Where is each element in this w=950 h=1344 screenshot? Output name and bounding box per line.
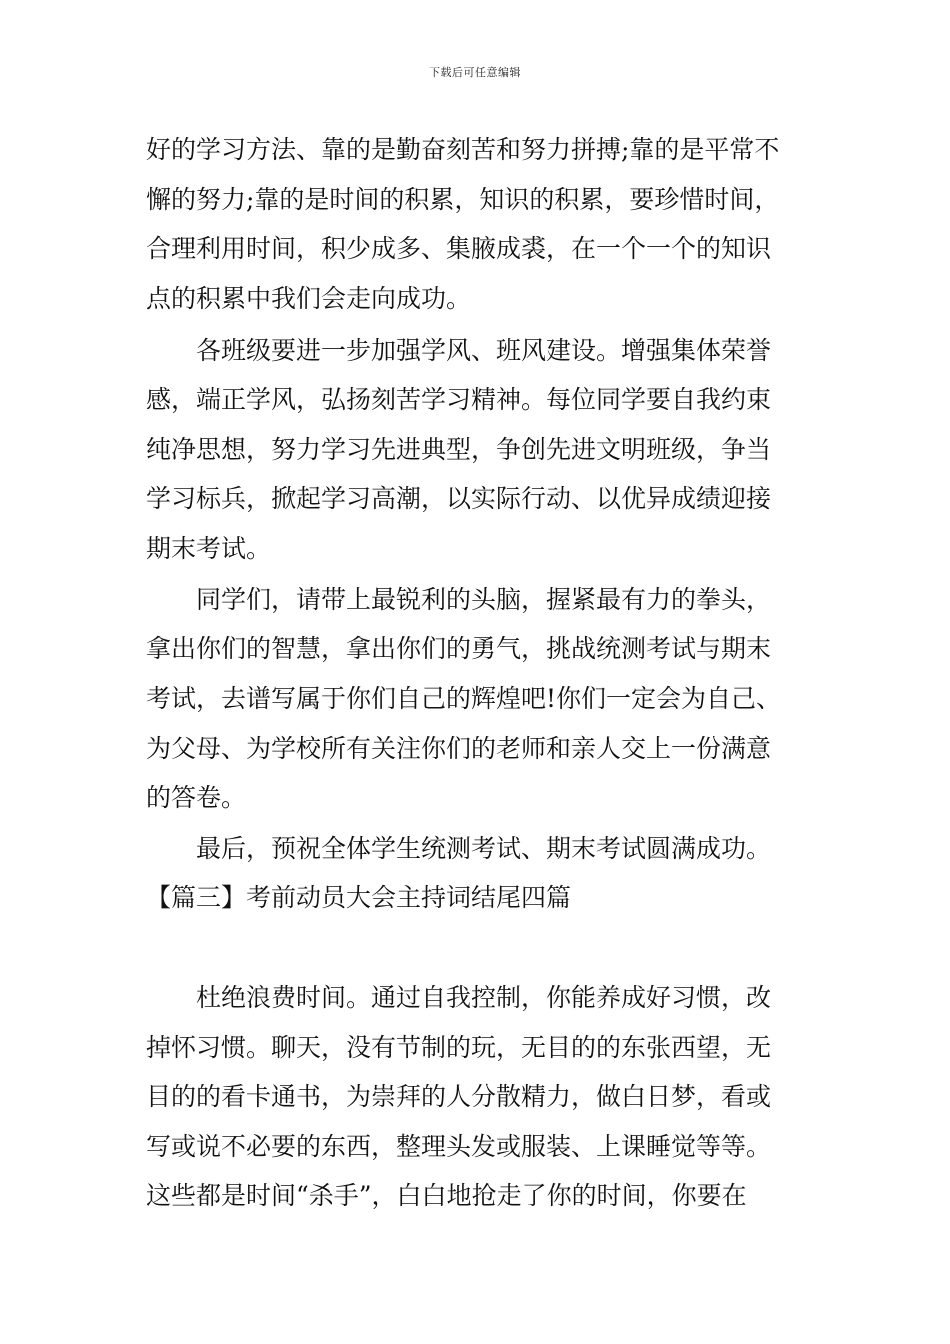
text-line: 目的的看卡通书，为崇拜的人分散精力，做白日梦，看或 [146,1082,772,1111]
text-line: 懈的努力;靠的是时间的积累，知识的积累，要珍惜时间， [146,185,780,214]
text-line: 合理利用时间，积少成多、集腋成裘，在一个一个的知识 [146,234,772,263]
section-heading: 【篇三】考前动员大会主持词结尾四篇 [146,883,572,912]
page-header: 下载后可任意编辑 [429,66,521,79]
text-line: 拿出你们的智慧，拿出你们的勇气，挑战统测考试与期末 [146,634,772,663]
paragraph-first-line: 最后，预祝全体学生统测考试、期末考试圆满成功。 [196,834,772,863]
text-line: 掉怀习惯。聊天，没有节制的玩，无目的的东张西望，无 [146,1033,772,1062]
paragraph-first-line: 同学们，请带上最锐利的头脑，握紧最有力的拳头， [196,585,772,614]
text-line: 期末考试。 [146,534,272,563]
text-line: 纯净思想，努力学习先进典型，争创先进文明班级，争当 [146,435,772,464]
text-line: 感，端正学风，弘扬刻苦学习精神。每位同学要自我约束 [146,385,772,414]
text-line: 学习标兵，掀起学习高潮，以实际行动、以优异成绩迎接 [146,484,772,513]
text-line: 的答卷。 [146,783,247,812]
text-line: 考试，去谱写属于你们自己的辉煌吧!你们一定会为自己、 [146,684,782,713]
text-line: 好的学习方法、靠的是勤奋刻苦和努力拼搏;靠的是平常不 [146,135,780,164]
paragraph-first-line: 各班级要进一步加强学风、班风建设。增强集体荣誉 [196,336,772,365]
text-line: 写或说不必要的东西，整理头发或服装、上课睡觉等等。 [146,1132,772,1161]
text-line: 这些都是时间“杀手”，白白地抢走了你的时间，你要在 [146,1181,747,1210]
text-line: 点的积累中我们会走向成功。 [146,284,472,313]
text-line: 为父母、为学校所有关注你们的老师和亲人交上一份满意 [146,734,772,763]
paragraph-first-line: 杜绝浪费时间。通过自我控制，你能养成好习惯，改 [196,983,772,1012]
